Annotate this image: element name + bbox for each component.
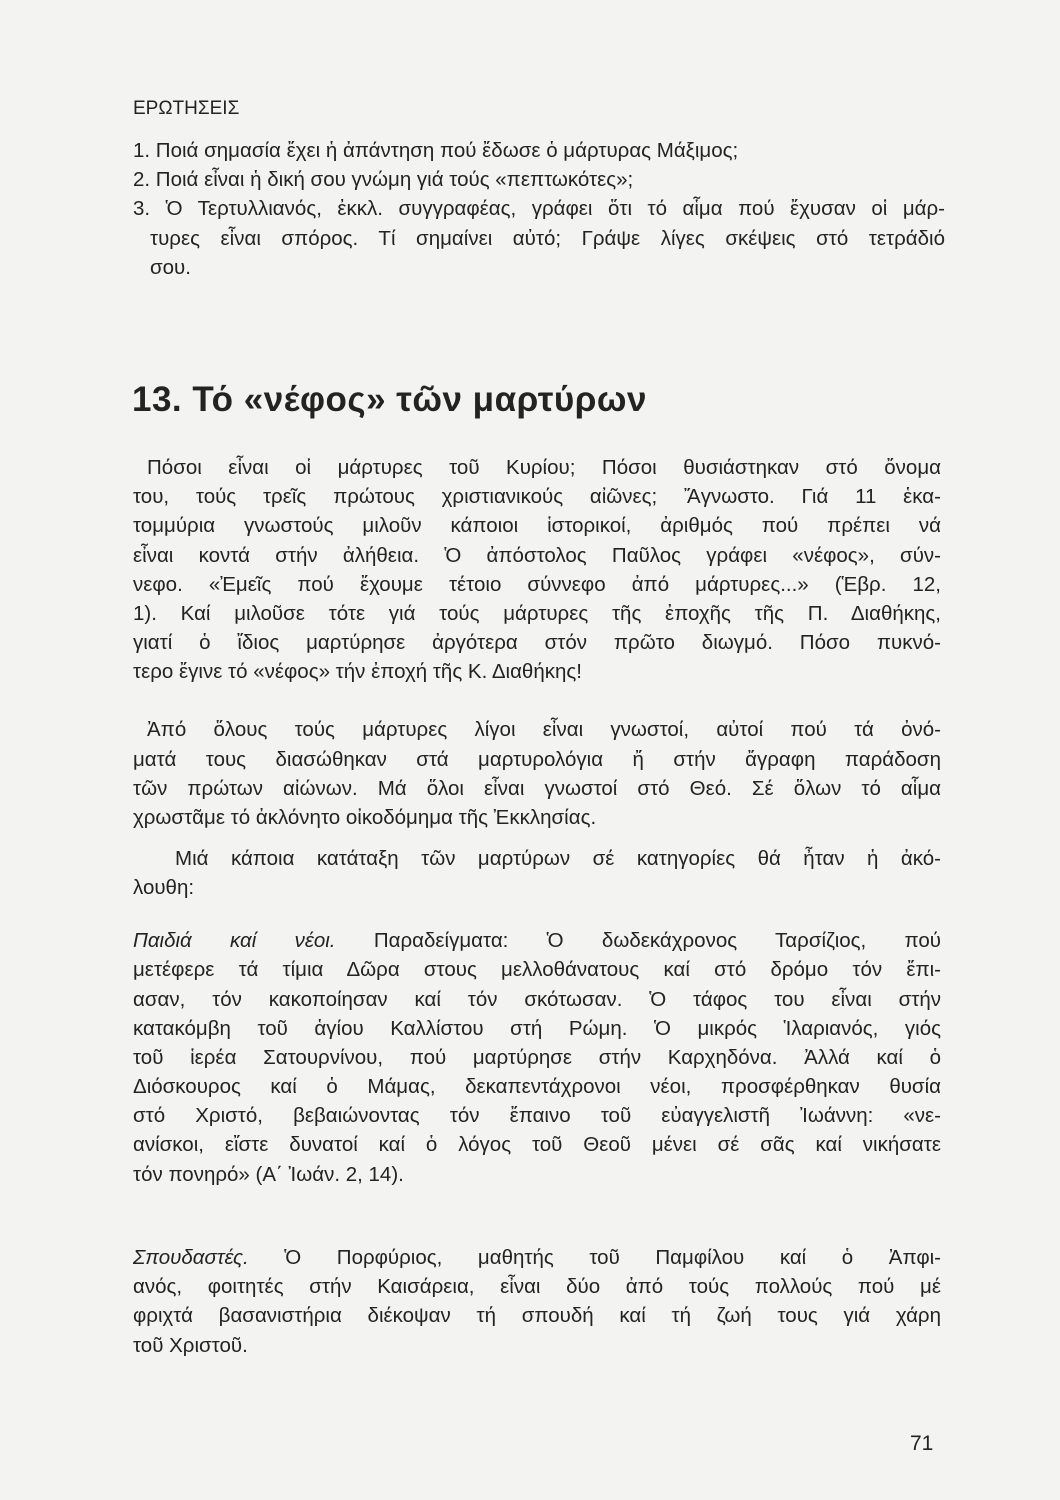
text-line: νεφο. «Ἐμεῖς πού ἔχουμε τέτοιο σύννεφο ἀπό μάρτυρες...» (Ἑβρ. 12,	[133, 573, 941, 596]
text-line: Ἀπό ὅλους τούς μάρτυρες λίγοι εἶναι γνωστοί, αὐτοί πού τά ὀνό-	[147, 718, 941, 741]
page-number: 71	[910, 1432, 934, 1455]
question-item: σου.	[150, 256, 191, 279]
italic-lead: Παιδιά καί νέοι.	[133, 929, 336, 952]
italic-lead: Σπουδαστές.	[133, 1246, 249, 1269]
question-item: τυρες εἶναι σπόρος. Τί σημαίνει αὐτό; Γράψε λίγες σκέψεις στό τετράδιό	[150, 227, 945, 250]
question-item: 1. Ποιά σημασία ἔχει ἡ ἀπάντηση πού ἔδωσε ὁ μάρτυρας Μάξιμος;	[133, 139, 739, 162]
text-line: ματά τους διασώθηκαν στά μαρτυρολόγια ἤ στήν ἄγραφη παράδοση	[133, 748, 941, 771]
text-line: γιατί ὁ ἴδιος μαρτύρησε ἀργότερα στόν πρῶτο διωγμό. Πόσο πυκνό-	[133, 631, 941, 654]
text-line: τερο ἔγινε τό «νέφος» τήν ἐποχή τῆς Κ. Διαθήκης!	[133, 660, 582, 683]
text-line: τῶν πρώτων αἰώνων. Μά ὅλοι εἶναι γνωστοί στό Θεό. Σέ ὅλων τό αἷμα	[133, 777, 941, 800]
text-line: τοῦ ἱερέα Σατουρνίνου, πού μαρτύρησε στήν Καρχηδόνα. Ἀλλά καί ὁ	[133, 1046, 941, 1069]
text-line: τοῦ Χριστοῦ.	[133, 1334, 248, 1357]
text-line: φριχτά βασανιστήρια διέκοψαν τή σπουδή καί τή ζωή τους γιά χάρη	[133, 1304, 941, 1327]
text-line: στό Χριστό, βεβαιώνοντας τόν ἔπαινο τοῦ εὐαγγελιστῆ Ἰωάννη: «νε-	[133, 1104, 941, 1127]
text-line: λουθη:	[133, 876, 195, 899]
text-line: ανός, φοιτητές στήν Καισάρεια, εἶναι δύο ἀπό τούς πολλούς πού μέ	[133, 1275, 941, 1298]
text-line: χρωστᾶμε τό ἀκλόνητο οἰκοδόμημα τῆς Ἐκκλησίας.	[133, 806, 597, 829]
text-line: ανίσκοι, εἴστε δυνατοί καί ὁ λόγος τοῦ Θεοῦ μένει σέ σᾶς καί νικήσατε	[133, 1133, 941, 1156]
text-line: Πόσοι εἶναι οἱ μάρτυρες τοῦ Κυρίου; Πόσοι θυσιάστηκαν στό ὄνομα	[147, 456, 941, 479]
text-line: Μιά κάποια κατάταξη τῶν μαρτύρων σέ κατηγορίες θά ἦταν ἡ ἀκό-	[175, 847, 941, 870]
text-line: Παιδιά καί νέοι. Παραδείγματα: Ὁ δωδεκάχρονος Ταρσίζιος, πού	[133, 929, 941, 952]
text-line: τομμύρια γνωστούς μιλοῦν κάποιοι ἱστορικοί, ἀριθμός πού πρέπει νά	[133, 514, 941, 537]
text-line: του, τούς τρεῖς πρώτους χριστιανικούς αἰῶνες; Ἄγνωστο. Γιά 11 ἑκα-	[133, 485, 941, 508]
text-line: τόν πονηρό» (Α΄ Ἰωάν. 2, 14).	[133, 1163, 404, 1186]
text-line: Διόσκουρος καί ὁ Μάμας, δεκαπεντάχρονοι νέοι, προσφέρθηκαν θυσία	[133, 1075, 941, 1098]
text-line: ασαν, τόν κακοποίησαν καί τόν σκότωσαν. Ὁ τάφος του εἶναι στήν	[133, 988, 941, 1011]
text-line: 1). Καί μιλοῦσε τότε γιά τούς μάρτυρες τῆς ἐποχῆς τῆς Π. Διαθήκης,	[133, 602, 941, 625]
text-line: μετέφερε τά τίμια Δῶρα στους μελλοθάνατους καί στό δρόμο τόν ἔπι-	[133, 958, 941, 981]
questions-title: ΕΡΩΤΗΣΕΙΣ	[133, 98, 240, 119]
question-item: 3. Ὁ Τερτυλλιανός, ἐκκλ. συγγραφέας, γράφει ὅτι τό αἷμα πού ἔχυσαν οἱ μάρ-	[133, 197, 945, 220]
chapter-title: 13. Τό «νέφος» τῶν μαρτύρων	[132, 380, 647, 419]
text-line: εἶναι κοντά στήν ἀλήθεια. Ὁ ἀπόστολος Παῦλος γράφει «νέφος», σύν-	[133, 544, 941, 567]
text-line: Σπουδαστές. Ὁ Πορφύριος, μαθητής τοῦ Παμφίλου καί ὁ Ἀπφι-	[133, 1246, 941, 1269]
question-item: 2. Ποιά εἶναι ἡ δική σου γνώμη γιά τούς «πεπτωκότες»;	[133, 168, 634, 191]
text-line: κατακόμβη τοῦ ἁγίου Καλλίστου στή Ρώμη. Ὁ μικρός Ἱλαριανός, γιός	[133, 1017, 941, 1040]
